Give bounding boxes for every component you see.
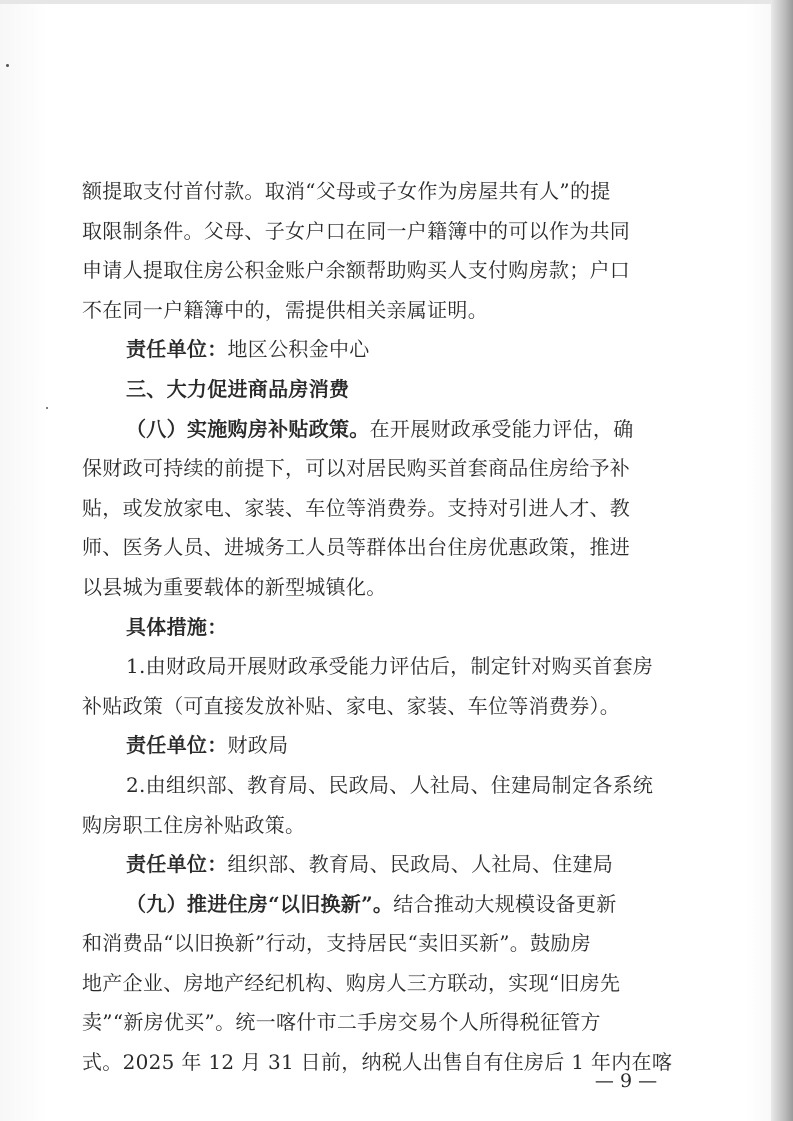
scan-speck	[6, 64, 9, 67]
section-heading: 三、大力促进商品房消费	[126, 376, 350, 401]
text-line: 和消费品“以旧换新”行动，支持居民“卖旧买新”。鼓励房	[82, 931, 591, 956]
text-line: 保财政可持续的前提下，可以对居民购买首套商品住房给予补	[82, 456, 631, 481]
measures-heading: 具体措施：	[126, 614, 228, 639]
responsibility-line	[82, 845, 682, 885]
text-line: 地产企业、房地产经纪机构、购房人三方联动，实现“旧房先	[82, 970, 621, 995]
document-body	[82, 172, 682, 1083]
paragraph-continuation	[82, 172, 682, 330]
text-line: 不在同一户籍簿中的，需提供相关亲属证明。	[82, 297, 488, 322]
measure-1	[82, 647, 682, 726]
text-line: 师、医务人员、进城务工人员等群体出台住房优惠政策，推进	[82, 535, 631, 560]
policy-title: （八）实施购房补贴政策。	[126, 416, 370, 441]
text-line: 购房职工住房补贴政策。	[82, 812, 306, 837]
text-line	[82, 885, 682, 925]
scan-top-edge	[0, 0, 793, 4]
text-line: 卖”“新房优买”。统一喀什市二手房交易个人所得税征管方	[82, 1010, 601, 1035]
responsibility-value: 财政局	[227, 733, 289, 758]
responsibility-label: 责任单位：	[126, 733, 228, 758]
page-number: — 9 —	[594, 1070, 658, 1092]
text-line: 2.由组织部、教育局、民政局、人社局、住建局制定各系统	[126, 772, 654, 797]
policy-text: 结合推动大规模设备更新	[393, 891, 617, 916]
responsibility-value: 地区公积金中心	[227, 337, 370, 362]
policy-title: （九）推进住房“以旧换新”。	[126, 891, 394, 916]
text-line	[82, 410, 682, 450]
text-line: 申请人提取住房公积金账户余额帮助购买人支付购房款；户口	[82, 258, 631, 283]
policy-item-9	[82, 885, 682, 1083]
text-line: 式。2025 年 12 月 31 日前，纳税人出售自有住房后 1 年内在喀	[82, 1050, 673, 1075]
responsibility-label: 责任单位：	[126, 852, 228, 877]
text-line: 贴，或发放家电、家装、车位等消费券。支持对引进人才、教	[82, 495, 631, 520]
policy-item-8	[82, 410, 682, 608]
text-line: 额提取支付首付款。取消“父母或子女作为房屋共有人”的提	[82, 179, 611, 203]
text-line: 1.由财政局开展财政承受能力评估后，制定针对购买首套房	[126, 654, 654, 679]
responsibility-label: 责任单位：	[126, 337, 228, 362]
policy-text: 在开展财政承受能力评估，确	[369, 416, 634, 441]
responsibility-line	[82, 330, 682, 370]
scan-right-edge	[771, 0, 793, 1121]
responsibility-value: 组织部、教育局、民政局、人社局、住建局	[227, 852, 614, 877]
text-line: 以县城为重要载体的新型城镇化。	[82, 574, 387, 599]
responsibility-line	[82, 726, 682, 766]
text-line: 补贴政策（可直接发放补贴、家电、家装、车位等消费券）。	[82, 693, 621, 718]
measure-2	[82, 766, 682, 845]
text-line: 取限制条件。父母、子女户口在同一户籍簿中的可以作为共同	[82, 218, 631, 243]
scan-speck	[46, 407, 48, 409]
